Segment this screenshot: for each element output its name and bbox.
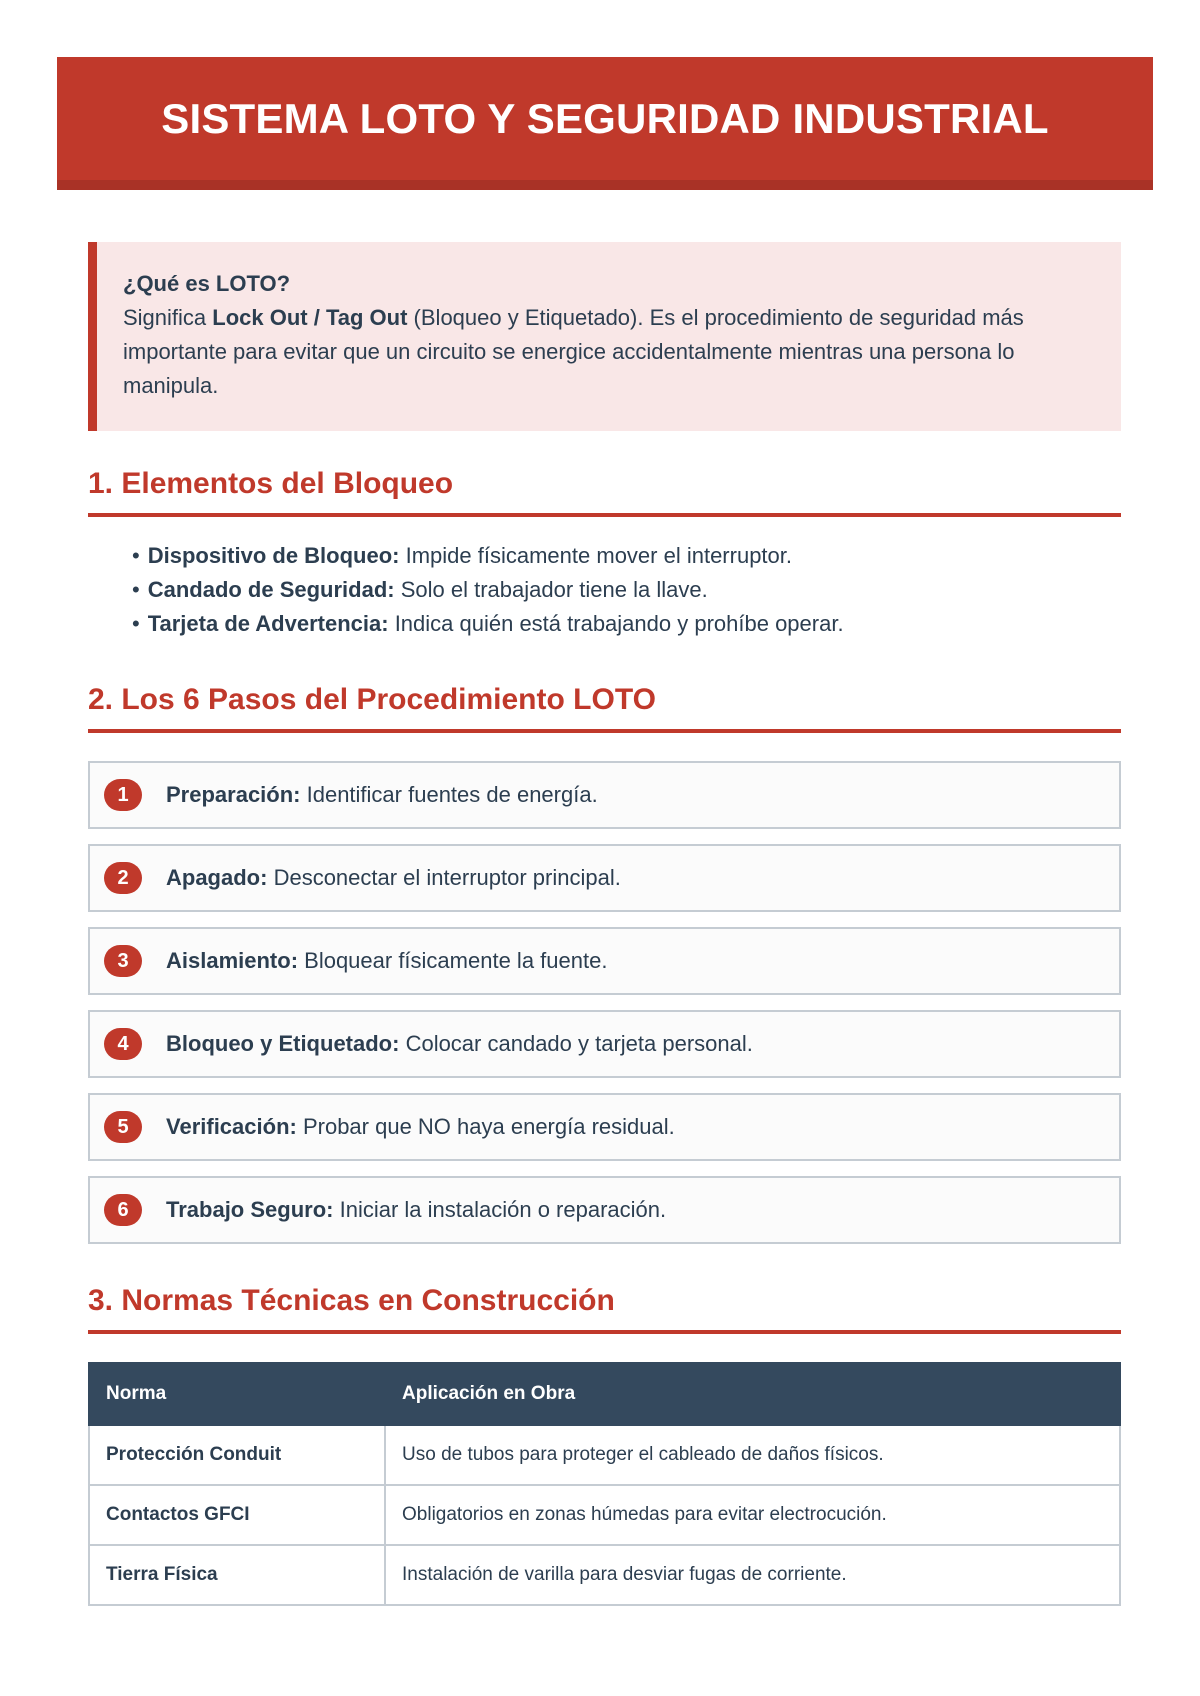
step-text <box>166 948 607 974</box>
item-term: Dispositivo de Bloqueo: <box>147 543 400 568</box>
intro-text-after: (Bloqueo y Etiquetado). Es el procedimiento de seguridad más importante para evitar que un circuito se energice accidentalmente mientras una persona lo manipula. <box>123 305 1024 398</box>
header-banner <box>57 57 1153 190</box>
step-desc: Bloquear físicamente la fuente. <box>298 948 608 973</box>
step-number-badge: 1 <box>104 779 142 811</box>
aplicacion-cell: Obligatorios en zonas húmedas para evitar electrocución. <box>385 1485 1120 1545</box>
step-card <box>88 1010 1121 1078</box>
aplicacion-cell: Uso de tubos para proteger el cableado de daños físicos. <box>385 1425 1120 1485</box>
section-title-normas: 3. Normas Técnicas en Construcción <box>88 1284 1121 1334</box>
step-card <box>88 1176 1121 1244</box>
step-text <box>166 1031 753 1057</box>
intro-text <box>123 301 1095 403</box>
table-header-row <box>89 1363 1120 1425</box>
table-row <box>89 1425 1120 1485</box>
item-term: Tarjeta de Advertencia: <box>147 611 389 636</box>
step-number-badge: 6 <box>104 1194 142 1226</box>
item-desc: Indica quién está trabajando y prohíbe operar. <box>388 611 844 636</box>
step-desc: Identificar fuentes de energía. <box>300 782 598 807</box>
table-row <box>89 1485 1120 1545</box>
step-desc: Iniciar la instalación o reparación. <box>333 1197 667 1222</box>
norma-cell: Contactos GFCI <box>89 1485 385 1545</box>
step-card <box>88 844 1121 912</box>
column-header-norma: Norma <box>89 1363 385 1425</box>
step-number-badge: 4 <box>104 1028 142 1060</box>
step-text <box>166 1114 675 1140</box>
step-number-badge: 5 <box>104 1111 142 1143</box>
normas-table <box>88 1362 1121 1606</box>
step-term: Preparación: <box>166 782 301 807</box>
step-number-badge: 3 <box>104 945 142 977</box>
intro-callout <box>88 242 1121 431</box>
step-desc: Desconectar el interruptor principal. <box>267 865 621 890</box>
intro-text-before: Significa <box>123 305 213 330</box>
steps-list <box>88 761 1121 1244</box>
step-text <box>166 1197 666 1223</box>
step-desc: Colocar candado y tarjeta personal. <box>399 1031 753 1056</box>
elements-list <box>88 539 1121 641</box>
step-desc: Probar que NO haya energía residual. <box>296 1114 675 1139</box>
step-card <box>88 1093 1121 1161</box>
section-title-pasos: 2. Los 6 Pasos del Procedimiento LOTO <box>88 683 1121 733</box>
page-title: SISTEMA LOTO Y SEGURIDAD INDUSTRIAL <box>161 94 1049 142</box>
step-number-badge: 2 <box>104 862 142 894</box>
step-term: Verificación: <box>166 1114 297 1139</box>
step-term: Trabajo Seguro: <box>166 1197 334 1222</box>
section-title-elementos: 1. Elementos del Bloqueo <box>88 467 1121 517</box>
item-desc: Solo el trabajador tiene la llave. <box>394 577 708 602</box>
list-item <box>132 573 1121 607</box>
step-term: Apagado: <box>166 865 268 890</box>
step-card <box>88 927 1121 995</box>
item-desc: Impide físicamente mover el interruptor. <box>399 543 792 568</box>
aplicacion-cell: Instalación de varilla para desviar fugas de corriente. <box>385 1545 1120 1605</box>
column-header-aplicacion: Aplicación en Obra <box>385 1363 1120 1425</box>
step-text <box>166 865 621 891</box>
step-text <box>166 782 598 808</box>
intro-highlight: Lock Out / Tag Out <box>212 305 408 330</box>
table-row <box>89 1545 1120 1605</box>
step-term: Bloqueo y Etiquetado: <box>166 1031 400 1056</box>
intro-question: ¿Qué es LOTO? <box>123 271 291 296</box>
step-term: Aislamiento: <box>166 948 299 973</box>
step-card <box>88 761 1121 829</box>
norma-cell: Tierra Física <box>89 1545 385 1605</box>
main-content <box>88 242 1121 1606</box>
list-item <box>132 607 1121 641</box>
norma-cell: Protección Conduit <box>89 1425 385 1485</box>
item-term: Candado de Seguridad: <box>147 577 395 602</box>
list-item <box>132 539 1121 573</box>
